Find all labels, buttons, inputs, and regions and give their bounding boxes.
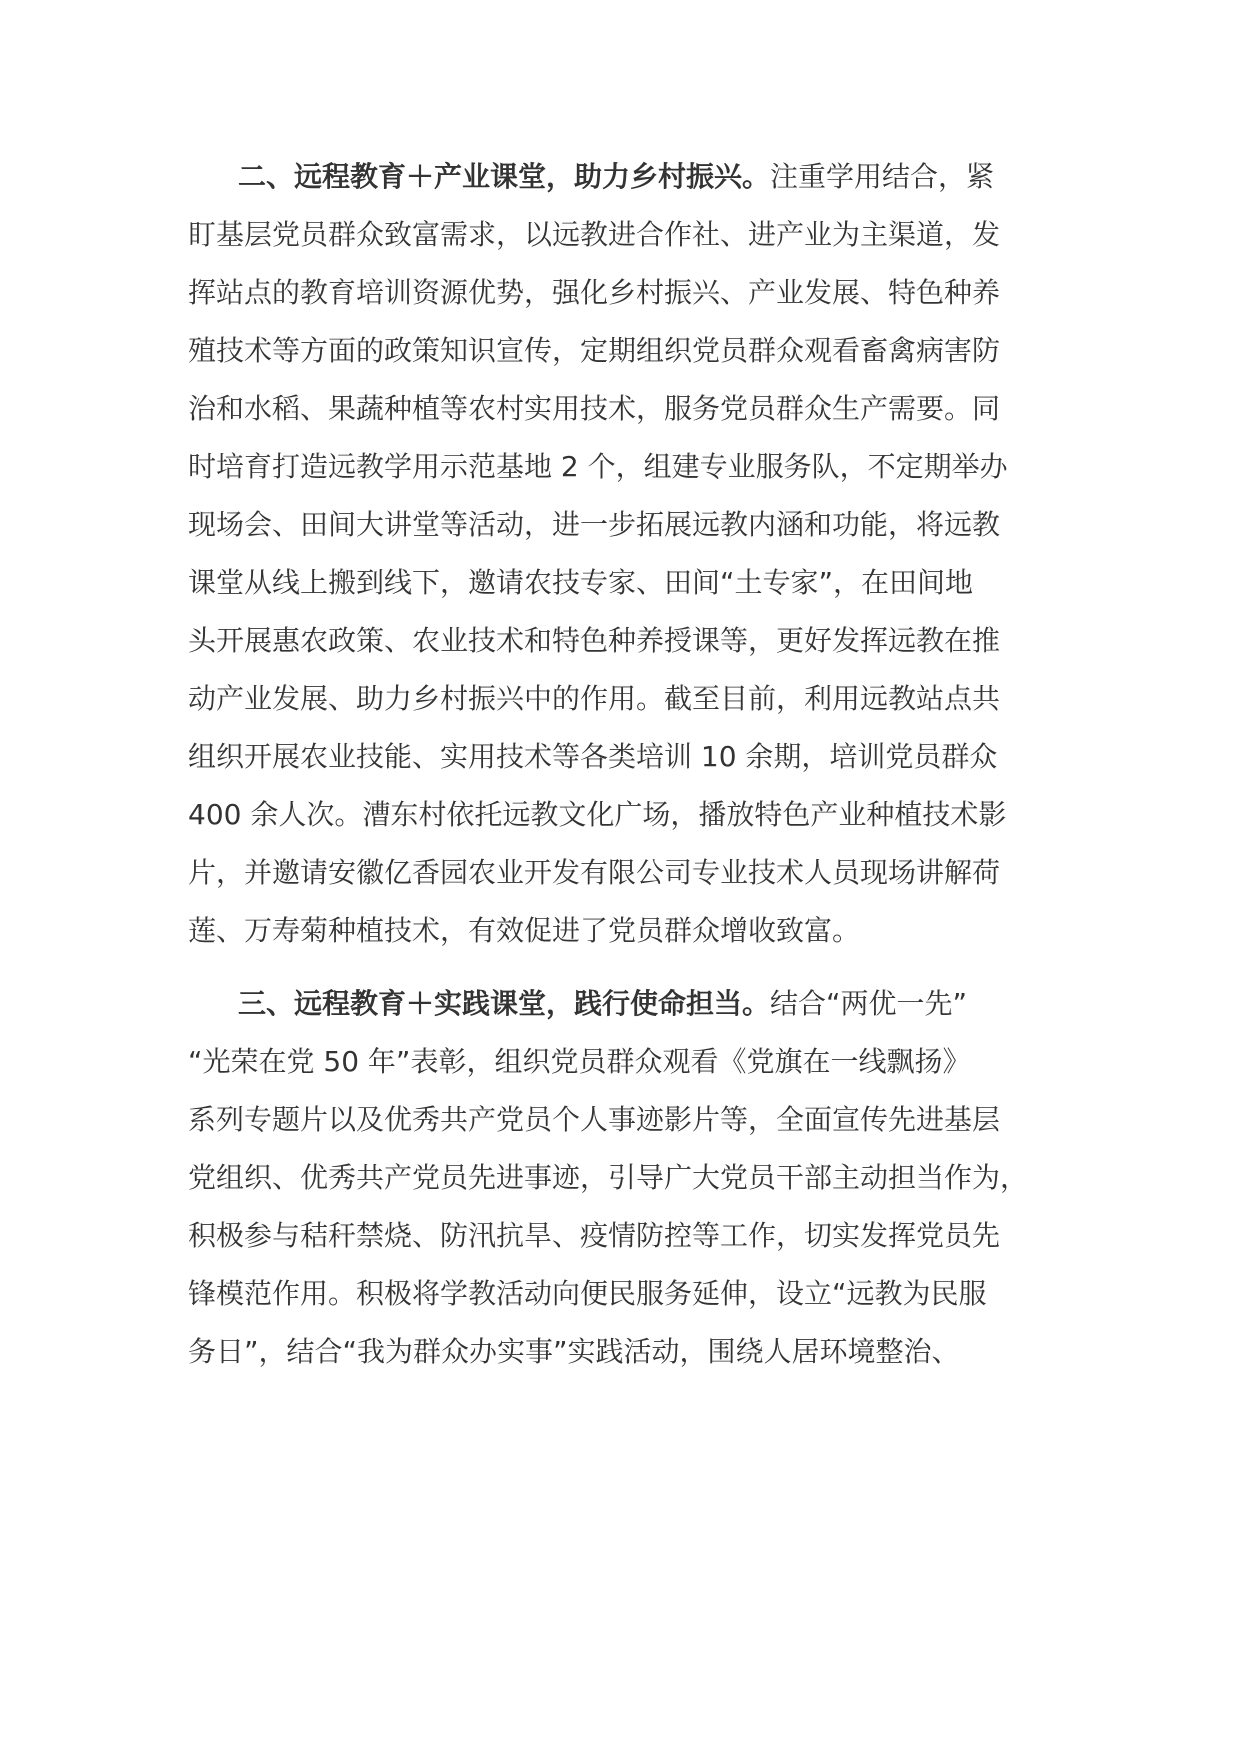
section-3-line-1: “光荣在党 50 年”表彰，组织党员群众观看《党旗在一线飘扬》	[188, 1045, 971, 1078]
section-2-line-6: 现场会、田间大讲堂等活动，进一步拓展远教内涵和功能，将远教	[188, 508, 1001, 541]
section-2-line-8: 头开展惠农政策、农业技术和特色种养授课等，更好发挥远教在推	[188, 624, 1001, 657]
section-2-line-11: 400 余人次。漕东村依托远教文化广场，播放特色产业种植技术影	[188, 798, 1007, 831]
section-2-line-2: 挥站点的教育培训资源优势，强化乡村振兴、产业发展、特色种养	[188, 276, 1001, 309]
section-2-line-0: 注重学用结合，紧	[770, 160, 995, 193]
section-3-first-line	[238, 984, 967, 1024]
section-3-line-5: 锋模范作用。积极将学教活动向便民服务延伸，设立“远教为民服	[188, 1277, 987, 1310]
section-2-line-13: 莲、万寿菊种植技术，有效促进了党员群众增收致富。	[188, 914, 861, 947]
section-3-line-4: 积极参与秸秆禁烧、防汛抗旱、疫情防控等工作，切实发挥党员先	[188, 1219, 1001, 1252]
section-2-line-10: 组织开展农业技能、实用技术等各类培训 10 余期，培训党员群众	[188, 740, 998, 773]
section-2-line-7: 课堂从线上搬到线下，邀请农技专家、田间“土专家”，在田间地	[188, 566, 974, 599]
section-2-line-9: 动产业发展、助力乡村振兴中的作用。截至目前，利用远教站点共	[188, 682, 1001, 715]
section-3-line-3: 党组织、优秀共产党员先进事迹，引导广大党员干部主动担当作为，	[188, 1161, 1029, 1194]
section-3-line-2: 系列专题片以及优秀共产党员个人事迹影片等，全面宣传先进基层	[188, 1103, 1001, 1136]
section-3-line-0: 结合“两优一先”	[770, 987, 968, 1020]
section-2-line-12: 片，并邀请安徽亿香园农业开发有限公司专业技术人员现场讲解荷	[188, 856, 1001, 889]
section-2-line-5: 时培育打造远教学用示范基地 2 个，组建专业服务队，不定期举办	[188, 450, 1008, 483]
section-2-first-line	[238, 157, 994, 197]
section-3-heading: 三、远程教育＋实践课堂，践行使命担当。	[238, 987, 771, 1020]
section-2-line-3: 殖技术等方面的政策知识宣传，定期组织党员群众观看畜禽病害防	[188, 334, 1001, 367]
section-2-line-1: 盯基层党员群众致富需求，以远教进合作社、进产业为主渠道，发	[188, 218, 1001, 251]
section-3-line-6: 务日”，结合“我为群众办实事”实践活动，围绕人居环境整治、	[188, 1335, 960, 1368]
section-2-heading: 二、远程教育＋产业课堂，助力乡村振兴。	[238, 160, 771, 193]
section-2-line-4: 治和水稻、果蔬种植等农村实用技术，服务党员群众生产需要。同	[188, 392, 1001, 425]
